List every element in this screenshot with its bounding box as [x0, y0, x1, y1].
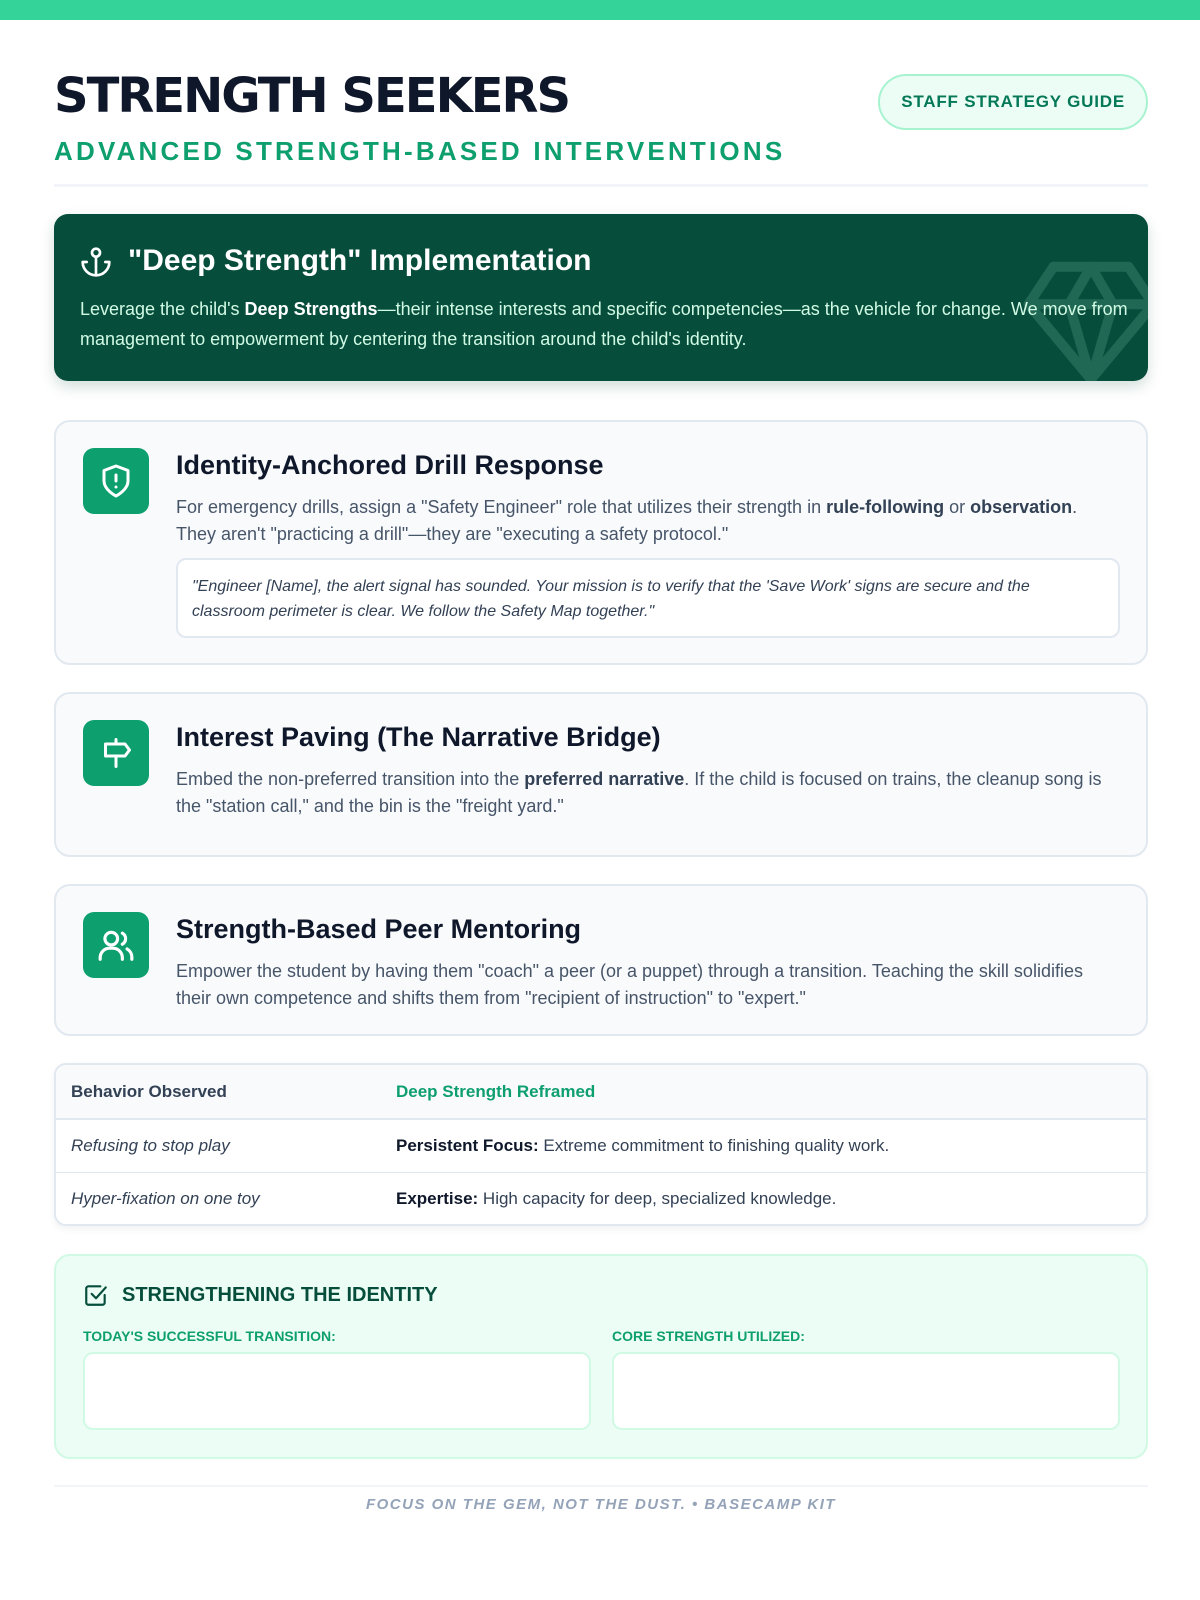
page-subtitle: ADVANCED STRENGTH-BASED INTERVENTIONS: [54, 136, 786, 166]
strength-write-in-field[interactable]: [612, 1352, 1120, 1430]
card-title: Interest Paving (The Narrative Bridge): [176, 722, 661, 752]
form-title: STRENGTHENING THE IDENTITY: [122, 1284, 438, 1306]
transition-field-label: TODAY'S SUCCESSFUL TRANSITION:: [83, 1328, 336, 1344]
card-description: Embed the non-preferred transition into the preferred narrative. If the child is focused on trains, the cleanup song is the "station call," and the bin is the "freight yard.": [176, 769, 1102, 816]
card-icon-tile: [83, 448, 149, 514]
hero-description: Leverage the child's Deep Strengths—their intense interests and specific competencies—as the vehicle for change. We move from management to empowerment by centering the transition around the child's identity.: [80, 299, 1128, 349]
hero-title: "Deep Strength" Implementation: [128, 244, 592, 277]
strategy-card-interest-paving: [54, 692, 1148, 857]
behavior-cell: Refusing to stop play: [56, 1119, 381, 1172]
reframe-table: [54, 1063, 1148, 1226]
users-icon: [97, 926, 135, 964]
footer-tagline: FOCUS ON THE GEM, NOT THE DUST. • BASECAMP KIT: [365, 1496, 837, 1513]
table-row: [56, 1119, 1146, 1172]
guide-badge: STAFF STRATEGY GUIDE: [878, 74, 1148, 130]
behavior-cell: Hyper-fixation on one toy: [71, 1188, 260, 1208]
example-script-quote: "Engineer [Name], the alert signal has sounded. Your mission is to verify that the 'Save Work' signs are secure and the classroom perimeter is clear. We follow the Safety Map together.": [176, 558, 1120, 638]
card-title: Identity-Anchored Drill Response: [176, 450, 604, 480]
header: [54, 0, 1148, 187]
strength-field-label: CORE STRENGTH UTILIZED:: [612, 1328, 805, 1344]
strength-cell: Expertise: High capacity for deep, specialized knowledge.: [396, 1188, 837, 1208]
card-description: For emergency drills, assign a "Safety Engineer" role that utilizes their strength in rule-following or observation. They aren't "practicing a drill"—they are "executing a safety protocol.": [176, 497, 1078, 544]
transition-write-in-field[interactable]: [83, 1352, 591, 1430]
page: [54, 0, 1148, 1513]
checkbox-icon: [83, 1282, 109, 1308]
reframe-table-grid: [56, 1065, 1146, 1225]
hero-panel: [54, 214, 1148, 381]
table-row: [56, 1172, 1146, 1225]
strategy-card-drill-response: [54, 420, 1148, 665]
strategy-card-peer-mentoring: [54, 884, 1148, 1036]
shield-alert-icon: [98, 463, 134, 499]
card-description: Empower the student by having them "coach" a peer (or a puppet) through a transition. Teaching the skill solidifies their own competence and shifts them from "recipient of instruction" to "expert.": [176, 961, 1083, 1008]
anchor-icon: [80, 246, 112, 278]
strength-cell: Persistent Focus: Extreme commitment to finishing quality work.: [381, 1119, 1146, 1172]
footer-divider: [54, 1485, 1148, 1487]
column-header-behavior: Behavior Observed: [56, 1065, 381, 1119]
signpost-icon: [98, 735, 134, 771]
card-title: Strength-Based Peer Mentoring: [176, 914, 582, 944]
card-icon-tile: [83, 720, 149, 786]
page-title: STRENGTH SEEKERS: [54, 68, 570, 124]
identity-reflection-form: [54, 1254, 1148, 1459]
table-header-row: [56, 1065, 1146, 1119]
column-header-strength: Deep Strength Reframed: [381, 1065, 1146, 1119]
card-icon-tile: [83, 912, 149, 978]
